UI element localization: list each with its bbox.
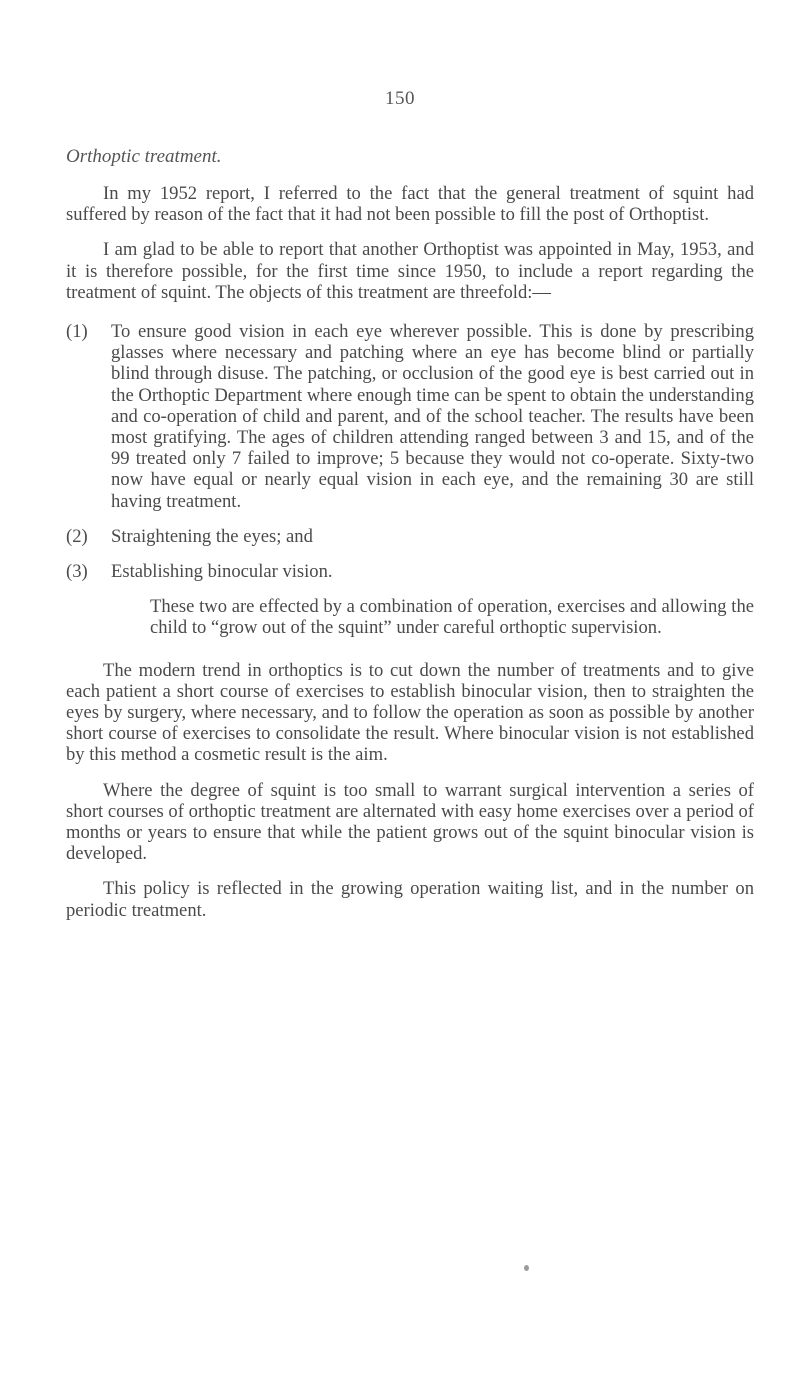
list-number: (1) — [66, 321, 88, 343]
list-item-objective-3 — [66, 561, 754, 582]
section-title: Orthoptic treatment. — [66, 146, 222, 167]
page-number: 150 — [385, 88, 415, 109]
list-text: Establishing binocular vision. — [111, 561, 333, 583]
list-text: To ensure good vision in each eye wherever possible. This is done by prescribing glasses where necessary and patching where an eye has become blind or partially blind through disuse. The patching, or occlusion of the good eye is best carried out in the Orthoptic Department where enough time can be spent to obtain the understanding and co-operation of child and parent, and of the school teacher. The results have been most gratifying. The ages of children attending ranged between 3 and 15, and of the 99 treated only 7 failed to improve; 5 because they would not co-operate. Sixty-two now have equal or nearly equal vision in each eye, and the remaining 30 are still having treatment. — [111, 321, 754, 512]
paragraph-1952-report: In my 1952 report, I referred to the fact that the general treatment of squint had suffered by reason of the fact that it had not been possible to fill the post of Orthoptist. — [66, 183, 754, 226]
list-item-objective-2 — [66, 526, 754, 547]
ink-speck — [524, 1265, 529, 1271]
paragraph-modern-trend: The modern trend in orthoptics is to cut down the number of treatments and to give each patient a short course of exercises to establish binocular vision, then to straighten the eyes by surgery, where necessary, and to follow the operation as soon as possible by another short course of exercises to consolidate the result. Where binocular vision is not established by this method a cosmetic result is the aim. — [66, 659, 754, 766]
list-item-objective-1 — [66, 321, 754, 512]
paragraph-policy: This policy is reflected in the growing operation waiting list, and in the number on periodic treatment. — [66, 878, 754, 921]
objectives-note — [66, 596, 754, 638]
paragraph-objectives-note: These two are effected by a combination of operation, exercises and allowing the child to “grow out of the squint” under careful orthoptic supervision. — [150, 596, 754, 639]
list-number: (3) — [66, 561, 88, 583]
paragraph-orthoptist-appointed: I am glad to be able to report that another Orthoptist was appointed in May, 1953, and it is therefore possible, for the first time since 1950, to include a report regarding the treatment of squint. The objects of this treatment are threefold:— — [66, 239, 754, 303]
list-number: (2) — [66, 525, 88, 547]
list-text: Straightening the eyes; and — [111, 525, 313, 547]
document-body — [66, 183, 754, 921]
paragraph-small-squint: Where the degree of squint is too small to warrant surgical intervention a series of short courses of orthoptic treatment are alternated with easy home exercises over a period of months or years to ensure that while the patient grows out of the squint binocular vision is developed. — [66, 779, 754, 865]
